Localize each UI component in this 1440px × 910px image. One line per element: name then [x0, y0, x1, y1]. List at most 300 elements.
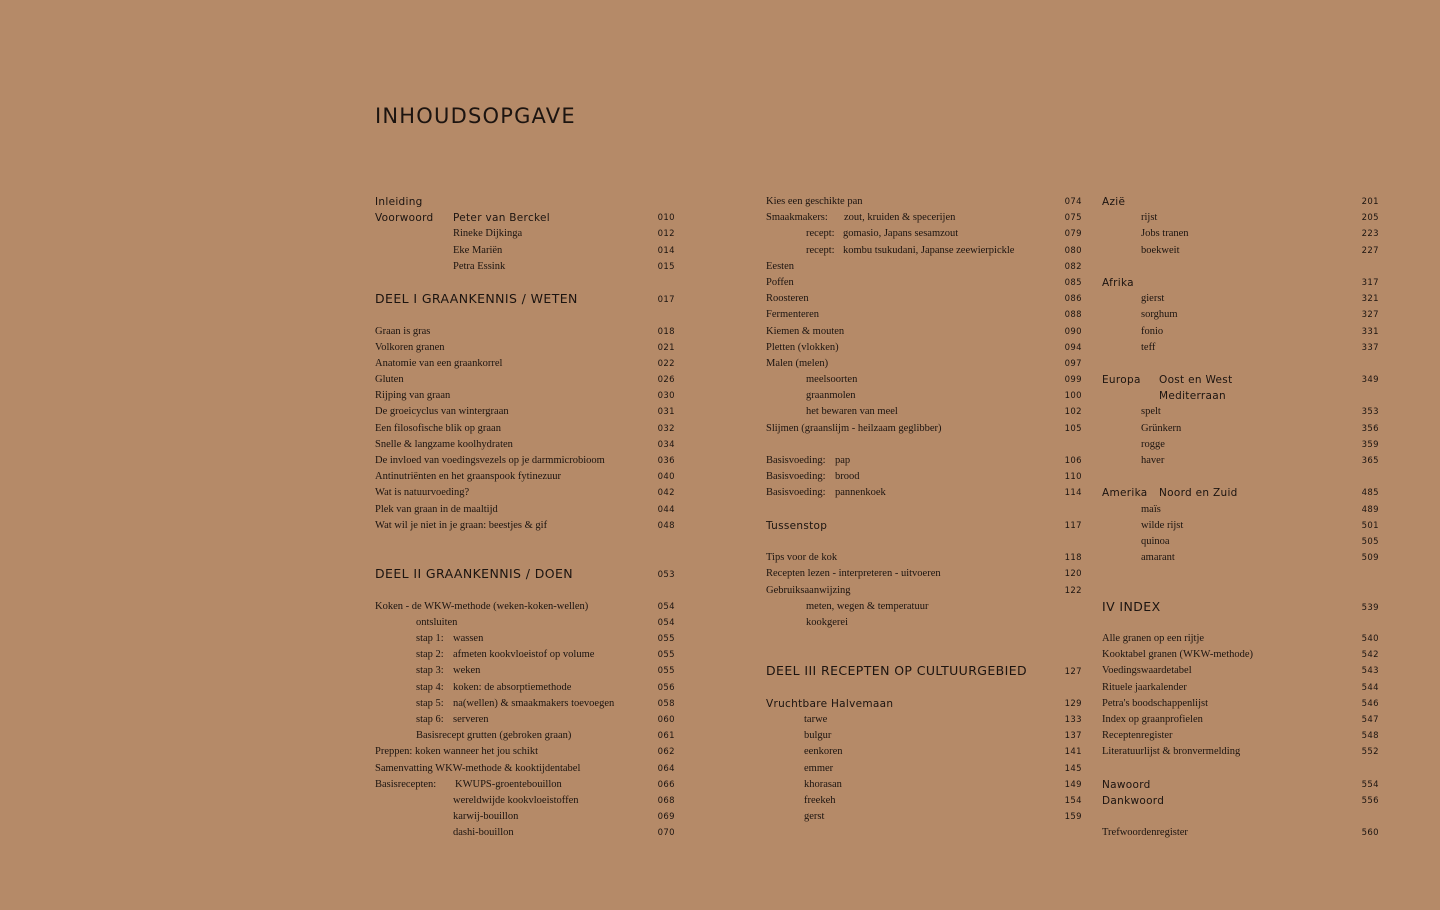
toc-page-number: 159 [1064, 812, 1082, 823]
toc-page-number: 021 [657, 342, 675, 353]
toc-entry-title: Rijping van graan [375, 390, 451, 402]
toc-entry [766, 243, 1082, 259]
toc-spacer [1102, 259, 1379, 275]
toc-page-number: 547 [1361, 715, 1379, 725]
toc-entry-title: Afrika [1102, 276, 1134, 289]
toc-entry-subtitle: koken: de absorptiemethode [453, 681, 572, 693]
toc-entry [1102, 825, 1379, 841]
toc-entry [1102, 647, 1379, 663]
toc-page-number: 100 [1064, 391, 1082, 402]
toc-page-number: 048 [657, 520, 675, 531]
toc-spacer [766, 631, 1082, 647]
toc-entry-subtitle: pannenkoek [835, 487, 886, 499]
toc-entry-title: meten, wegen & temperatuur [806, 600, 929, 612]
toc-spacer [766, 647, 1082, 663]
toc-entry-title: Literatuurlijst & bronvermelding [1102, 746, 1241, 758]
toc-page-number: 055 [657, 666, 675, 677]
toc-entry-title: DEEL III RECEPTEN OP CULTUURGEBIED [766, 663, 1028, 679]
toc-entry [1102, 388, 1379, 404]
toc-entry-title: Gluten [375, 374, 404, 386]
toc-entry [1102, 793, 1379, 809]
toc-entry [1102, 340, 1379, 356]
toc-entry [1102, 324, 1379, 340]
toc-page-number: 489 [1361, 504, 1379, 515]
toc-page-number: 129 [1064, 698, 1082, 709]
toc-entry-title: wilde rijst [1141, 519, 1184, 531]
toc-entry-subtitle: Eke Mariën [453, 244, 503, 256]
toc-page-number: 026 [657, 375, 675, 386]
toc-entry-title: Azië [1102, 196, 1126, 208]
toc-entry [766, 485, 1082, 501]
toc-entry [375, 777, 675, 793]
toc-page-number: 543 [1361, 666, 1379, 677]
toc-entry-title: Tips voor de kok [766, 552, 838, 564]
toc-page-number: 227 [1361, 245, 1379, 256]
toc-entry [766, 388, 1082, 404]
toc-page-number: 042 [657, 488, 675, 499]
toc-page-number: 127 [1064, 667, 1082, 678]
toc-page-number: 082 [1064, 261, 1082, 272]
toc-entry [375, 372, 675, 388]
toc-entry-title: freekeh [804, 794, 836, 806]
toc-page-number: 062 [657, 747, 675, 758]
toc-entry-subtitle: karwij-bouillon [453, 811, 519, 823]
toc-entry-title: Voorwoord [375, 212, 434, 225]
toc-entry-title: emmer [804, 762, 834, 774]
toc-page-number: 201 [1361, 197, 1379, 207]
toc-entry [766, 275, 1082, 291]
toc-entry [1102, 243, 1379, 259]
toc-entry-title: IV INDEX [1102, 598, 1161, 614]
toc-entry-title: Koken - de WKW-methode (weken-koken-wellen) [375, 600, 589, 612]
toc-entry-title: quinoa [1141, 535, 1170, 547]
toc-entry-title: spelt [1141, 406, 1161, 418]
toc-page-number: 353 [1361, 407, 1379, 418]
toc-entry [1102, 777, 1379, 793]
toc-entry-title: Grünkern [1141, 422, 1182, 434]
toc-entry [1102, 534, 1379, 550]
toc-entry-title: Roosteren [766, 293, 809, 305]
toc-entry [766, 372, 1082, 388]
toc-page-number: 554 [1361, 779, 1379, 790]
toc-entry-subtitle: afmeten kookvloeistof op volume [453, 649, 595, 661]
toc-entry [375, 647, 675, 663]
toc-entry-title: maïs [1141, 503, 1161, 515]
toc-entry-subtitle: dashi-bouillon [453, 827, 514, 839]
toc-entry [1102, 421, 1379, 437]
toc-page-number: 099 [1064, 375, 1082, 386]
toc-entry [375, 469, 675, 485]
toc-page-number: 137 [1064, 731, 1082, 742]
toc-entry-subtitle: Noord en Zuid [1159, 487, 1238, 500]
toc-page-number: 056 [657, 682, 675, 693]
toc-entry [1102, 372, 1379, 388]
toc-entry [766, 583, 1082, 599]
toc-page-number: 036 [657, 456, 675, 466]
toc-page-number: 074 [1064, 197, 1082, 207]
toc-entry-title: Amerika [1102, 487, 1148, 500]
toc-entry [766, 696, 1082, 712]
toc-page-number: 133 [1064, 715, 1082, 725]
toc-page-number: 015 [657, 261, 675, 272]
toc-entry-title: Basisrecepten: [375, 778, 437, 790]
toc-page-number: 544 [1361, 682, 1379, 693]
toc-entry-title: rogge [1141, 438, 1165, 450]
toc-entry [375, 809, 675, 825]
toc-entry-title: stap 6: [416, 714, 444, 725]
toc-spacer [375, 534, 675, 550]
toc-page-number: 010 [657, 213, 675, 224]
toc-entry-title: DEEL II GRAANKENNIS / DOEN [375, 566, 574, 582]
toc-entry [1102, 275, 1379, 291]
toc-entry [766, 550, 1082, 566]
toc-entry [766, 453, 1082, 469]
toc-entry-title: kookgerei [806, 616, 848, 628]
toc-entry [375, 226, 675, 242]
toc-entry-title: Wat is natuurvoeding? [375, 487, 470, 499]
toc-entry-subtitle: Petra Essink [453, 260, 506, 272]
toc-entry-title: stap 5: [416, 697, 444, 709]
toc-page-number: 546 [1361, 698, 1379, 709]
toc-page-number: 110 [1064, 472, 1082, 483]
toc-entry [375, 437, 675, 453]
toc-entry-title: Kooktabel granen (WKW-methode) [1102, 649, 1254, 661]
toc-page-number: 080 [1064, 245, 1082, 256]
toc-entry [766, 259, 1082, 275]
toc-entry-title: boekweit [1141, 244, 1180, 256]
toc-entry-title: Een filosofische blik op graan [375, 422, 501, 434]
toc-page-number: 321 [1361, 294, 1379, 305]
toc-entry [766, 340, 1082, 356]
toc-page-number: 054 [657, 617, 675, 628]
toc-page-number: 017 [657, 295, 675, 306]
toc-entry [766, 793, 1082, 809]
toc-entry [375, 761, 675, 777]
toc-spacer [375, 307, 675, 323]
toc-entry [1102, 663, 1379, 679]
toc-spacer [1102, 356, 1379, 372]
toc-page-number: 349 [1361, 375, 1379, 386]
toc-section-heading [375, 291, 675, 307]
toc-entry-subtitle: wassen [453, 633, 484, 645]
toc-entry-subtitle: Peter van Berckel [453, 212, 550, 225]
toc-page-number: 331 [1361, 326, 1379, 337]
toc-entry [375, 210, 675, 226]
toc-section-heading [375, 566, 675, 582]
toc-entry [375, 615, 675, 631]
toc-entry-title: Receptenregister [1102, 730, 1173, 742]
toc-entry [1102, 226, 1379, 242]
toc-entry [375, 324, 675, 340]
toc-entry [1102, 210, 1379, 226]
toc-page-number: 509 [1361, 553, 1379, 564]
toc-entry [375, 631, 675, 647]
toc-page-number: 040 [657, 472, 675, 483]
toc-page-number: 337 [1361, 342, 1379, 353]
toc-page-number: 022 [657, 358, 675, 369]
toc-section-heading [1102, 599, 1379, 615]
toc-page-number: 054 [657, 601, 675, 612]
toc-entry-title: ontsluiten [416, 616, 458, 628]
toc-entry [1102, 194, 1379, 210]
toc-column-middle [766, 194, 1082, 825]
toc-entry [375, 453, 675, 469]
toc-entry-title: Rituele jaarkalender [1102, 681, 1187, 693]
toc-page-number: 053 [657, 570, 675, 581]
toc-column-left [375, 194, 675, 842]
toc-page-number: 542 [1361, 650, 1379, 661]
toc-entry-title: Plek van graan in de maaltijd [375, 503, 498, 515]
toc-spacer [766, 437, 1082, 453]
toc-page-number: 141 [1064, 747, 1082, 758]
toc-entry-title: stap 3: [416, 665, 444, 677]
toc-entry-title: gierst [1141, 293, 1165, 305]
toc-entry [766, 712, 1082, 728]
toc-entry [375, 518, 675, 534]
toc-entry-title: Kiemen & mouten [766, 325, 845, 337]
toc-page-number: 086 [1064, 294, 1082, 305]
toc-entry [375, 599, 675, 615]
toc-entry [375, 696, 675, 712]
toc-page-number: 539 [1361, 602, 1379, 613]
toc-entry-title: Basisvoeding: [766, 487, 826, 499]
toc-page-number: 055 [657, 650, 675, 661]
toc-entry-title: sorghum [1141, 309, 1178, 321]
toc-page-number: 485 [1361, 488, 1379, 499]
toc-entry [1102, 307, 1379, 323]
toc-entry [375, 194, 675, 210]
toc-entry [1102, 291, 1379, 307]
toc-entry-title: Trefwoordenregister [1102, 827, 1188, 839]
toc-entry-title: teff [1141, 341, 1156, 353]
toc-page-number: 205 [1361, 213, 1379, 224]
toc-entry-title: fonio [1141, 325, 1164, 337]
toc-entry-subtitle: wereldwijde kookvloeistoffen [453, 794, 579, 806]
toc-entry-title: Dankwoord [1102, 794, 1165, 807]
toc-page-number: 097 [1064, 358, 1082, 369]
toc-entry [1102, 485, 1379, 501]
toc-entry-subtitle: Rineke Dijkinga [453, 228, 523, 240]
toc-entry [766, 421, 1082, 437]
toc-entry-subtitle: Oost en West [1159, 374, 1233, 387]
toc-page-number: 505 [1361, 536, 1379, 547]
toc-page-number: 102 [1064, 407, 1082, 418]
toc-page-number: 118 [1064, 553, 1082, 564]
toc-entry-title: stap 4: [416, 681, 444, 693]
toc-entry-title: Alle granen op een rijtje [1102, 633, 1205, 645]
toc-entry [375, 825, 675, 841]
toc-entry [766, 226, 1082, 242]
toc-entry-title: Nawoord [1102, 778, 1151, 791]
toc-entry-title: Slijmen (graanslijm - heilzaam geglibber) [766, 422, 942, 434]
toc-entry [766, 728, 1082, 744]
toc-entry-title: recept: [806, 228, 835, 240]
toc-page-number: 044 [657, 504, 675, 515]
toc-entry-title: Snelle & langzame koolhydraten [375, 438, 513, 450]
toc-entry-title: Wat wil je niet in je graan: beestjes & gif [375, 519, 548, 531]
toc-page-number: 031 [657, 407, 675, 418]
toc-entry-title: Graan is gras [375, 325, 431, 337]
toc-page-number: 058 [657, 698, 675, 709]
toc-spacer [1102, 469, 1379, 485]
toc-page-number: 088 [1064, 310, 1082, 321]
toc-spacer [1102, 583, 1379, 599]
toc-entry [375, 404, 675, 420]
toc-entry [766, 356, 1082, 372]
toc-entry-title: Poffen [766, 276, 794, 288]
toc-page-number: 075 [1064, 213, 1082, 224]
toc-entry-subtitle: gomasio, Japans sesamzout [843, 228, 959, 240]
toc-entry [375, 485, 675, 501]
toc-entry [1102, 453, 1379, 469]
toc-entry [1102, 550, 1379, 566]
toc-entry [375, 243, 675, 259]
toc-entry [766, 744, 1082, 760]
toc-entry [766, 194, 1082, 210]
toc-entry-title: Basisvoeding: [766, 471, 826, 483]
toc-page-number: 064 [657, 763, 675, 774]
toc-page-number: 032 [657, 423, 675, 434]
toc-page-number: 317 [1361, 277, 1379, 288]
toc-spacer [1102, 566, 1379, 582]
toc-entry-subtitle: zout, kruiden & specerijen [844, 212, 956, 224]
toc-entry [766, 777, 1082, 793]
toc-page-number: 356 [1361, 423, 1379, 434]
toc-entry-title: Index op graanprofielen [1102, 714, 1203, 725]
toc-entry-title: Malen (melen) [766, 357, 829, 369]
toc-page-number: 365 [1361, 456, 1379, 466]
toc-entry-subtitle: kombu tsukudani, Japanse zeewierpickle [843, 244, 1015, 256]
toc-page-number: 014 [657, 245, 675, 256]
toc-entry-subtitle: na(wellen) & smaakmakers toevoegen [453, 697, 615, 709]
toc-page-number: 327 [1361, 310, 1379, 321]
toc-entry [375, 712, 675, 728]
toc-page-number: 018 [657, 326, 675, 337]
toc-entry-subtitle: brood [835, 471, 860, 483]
toc-entry [766, 324, 1082, 340]
toc-entry [1102, 631, 1379, 647]
toc-entry-title: Basisrecept grutten (gebroken graan) [416, 730, 572, 742]
toc-entry-title: Jobs tranen [1141, 228, 1189, 240]
toc-entry-title: stap 1: [416, 633, 444, 645]
toc-entry [375, 663, 675, 679]
toc-entry-title: gerst [804, 811, 825, 823]
toc-entry-title: Volkoren granen [375, 341, 445, 353]
toc-entry-title: Voedingswaardetabel [1102, 665, 1192, 677]
toc-entry [766, 518, 1082, 534]
toc-entry [1102, 696, 1379, 712]
toc-page-number: 560 [1361, 828, 1379, 839]
toc-entry [1102, 744, 1379, 760]
toc-entry-title: meelsoorten [806, 374, 858, 386]
toc-spacer [375, 550, 675, 566]
toc-spacer [766, 502, 1082, 518]
toc-entry-title: Anatomie van een graankorrel [375, 357, 503, 369]
page-title: INHOUDSOPGAVE [375, 104, 576, 128]
toc-page-number: 540 [1361, 634, 1379, 645]
toc-entry-title: Antinutriënten en het graanspook fytinezuur [375, 471, 562, 483]
toc-entry-title: bulgur [804, 730, 832, 742]
toc-entry-subtitle: serveren [453, 714, 489, 725]
toc-page-number: 149 [1064, 779, 1082, 790]
toc-page-number: 223 [1361, 229, 1379, 240]
toc-entry-subtitle: Mediterraan [1159, 390, 1226, 403]
toc-entry [1102, 518, 1379, 534]
toc-entry [766, 809, 1082, 825]
toc-entry-title: Inleiding [375, 196, 423, 208]
toc-page-number: 034 [657, 439, 675, 450]
toc-entry-title: De groeicyclus van wintergraan [375, 406, 509, 418]
toc-spacer [766, 680, 1082, 696]
toc-entry [766, 469, 1082, 485]
toc-entry [766, 291, 1082, 307]
toc-entry-title: Vruchtbare Halvemaan [766, 697, 894, 710]
toc-entry-subtitle: pap [835, 455, 851, 466]
toc-entry-title: Samenvatting WKW-methode & kooktijdentabel [375, 762, 581, 774]
toc-entry-title: recept: [806, 244, 835, 256]
toc-entry [766, 210, 1082, 226]
toc-entry [375, 502, 675, 518]
toc-entry-subtitle: weken [453, 665, 481, 677]
toc-entry [375, 421, 675, 437]
toc-page-number: 094 [1064, 342, 1082, 353]
toc-entry [375, 388, 675, 404]
toc-page-number: 060 [657, 715, 675, 725]
toc-page-number: 114 [1064, 488, 1082, 499]
toc-spacer [1102, 615, 1379, 631]
toc-column-right [1102, 194, 1379, 842]
toc-entry-title: rijst [1141, 212, 1158, 224]
toc-page-number: 154 [1064, 795, 1082, 806]
toc-entry-title: De invloed van voedingsvezels op je darmmicrobioom [375, 455, 605, 466]
toc-entry [375, 744, 675, 760]
toc-page-number: 117 [1064, 520, 1082, 531]
toc-entry-title: Recepten lezen - interpreteren - uitvoeren [766, 568, 941, 580]
toc-entry [375, 340, 675, 356]
toc-page-number: 122 [1064, 585, 1082, 596]
toc-entry-title: Kies een geschikte pan [766, 196, 863, 207]
toc-entry-title: eenkoren [804, 746, 843, 758]
toc-spacer [1102, 761, 1379, 777]
toc-entry-title: Smaakmakers: [766, 212, 828, 224]
toc-page-number: 548 [1361, 731, 1379, 742]
toc-page-number: 061 [657, 731, 675, 742]
toc-page-number: 085 [1064, 277, 1082, 288]
toc-page-number: 012 [657, 229, 675, 240]
toc-entry-title: Fermenteren [766, 309, 820, 321]
toc-page-number: 105 [1064, 423, 1082, 434]
toc-entry [375, 680, 675, 696]
toc-entry [766, 566, 1082, 582]
toc-entry [766, 615, 1082, 631]
toc-entry-title: Europa [1102, 374, 1141, 387]
toc-page-number: 068 [657, 795, 675, 806]
toc-spacer [1102, 809, 1379, 825]
toc-spacer [766, 534, 1082, 550]
toc-page-number: 070 [657, 828, 675, 839]
toc-entry [766, 599, 1082, 615]
toc-entry [766, 761, 1082, 777]
toc-entry [1102, 680, 1379, 696]
toc-entry [375, 259, 675, 275]
toc-page-number: 359 [1361, 439, 1379, 450]
toc-entry [1102, 437, 1379, 453]
toc-entry [766, 404, 1082, 420]
toc-entry-title: Eesten [766, 260, 794, 272]
toc-entry [375, 356, 675, 372]
toc-page-number: 079 [1064, 229, 1082, 240]
toc-entry [1102, 728, 1379, 744]
